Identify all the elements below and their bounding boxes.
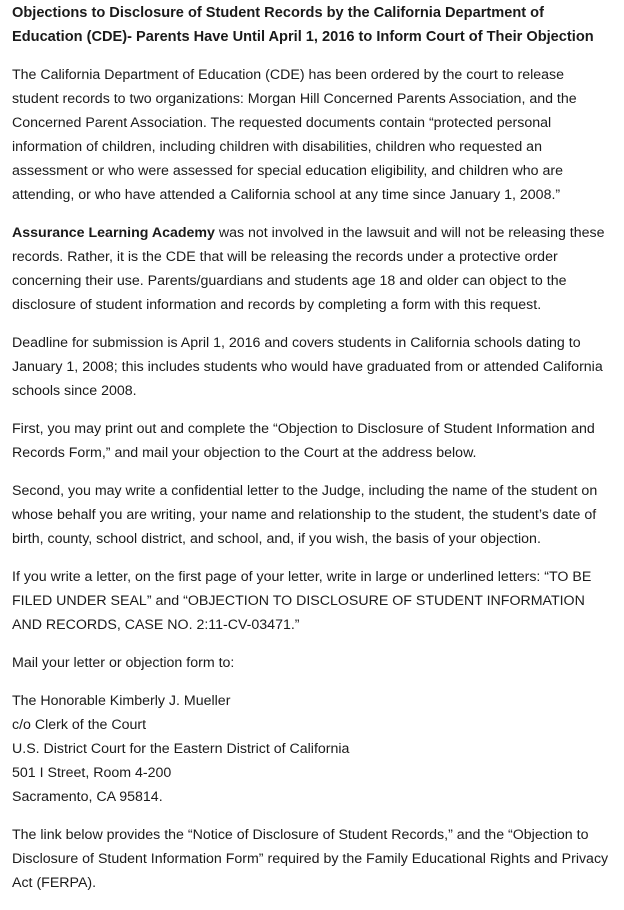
address-line-street: 501 I Street, Room 4-200 — [12, 765, 172, 781]
intro-paragraph: The California Department of Education (CDE) has been ordered by the court to release student records to two organizations: Morgan Hill Concerned Parents Association, and the Concerned Parent Association. The requested documents contain “protected personal information of children, including children with disabilities, children who requested an assessment or who were assessed for special education eligibility, and children who are attending, or who have attended a California school at any time since January 1, 2008.” — [12, 67, 577, 203]
address-line-judge: The Honorable Kimberly J. Mueller — [12, 693, 231, 709]
address-line-court: U.S. District Court for the Eastern District of California — [12, 741, 350, 757]
first-option-paragraph: First, you may print out and complete the “Objection to Disclosure of Student Information and Records Form,” and mail your objection to the Court at the address below. — [12, 421, 595, 461]
court-address — [12, 689, 614, 809]
letter-instructions-paragraph: If you write a letter, on the first page of your letter, write in large or underlined letters: “TO BE FILED UNDER SEAL” and “OBJECTION TO DISCLOSURE OF STUDENT INFORMATION AND RECORDS, CASE NO. 2:11-CV-03471.” — [12, 569, 592, 633]
academy-paragraph — [12, 221, 614, 317]
academy-paragraph-text: was not involved in the lawsuit and will not be releasing these records. Rather, it is the CDE that will be releasing the records under a protective order concerning their use. Parents/guardians and students age 18 and older can object to the disclosure of student information and records by completing a form with this request. — [12, 225, 605, 313]
second-option-paragraph: Second, you may write a confidential letter to the Judge, including the name of the student on whose behalf you are writing, your name and relationship to the student, the student’s date of birth, county, school district, and school, and, if you wish, the basis of your objection. — [12, 483, 598, 547]
address-line-city: Sacramento, CA 95814. — [12, 789, 163, 805]
academy-name: Assurance Learning Academy — [12, 225, 215, 241]
article-title: Objections to Disclosure of Student Records by the California Department of Education (CDE)- Parents Have Until April 1, 2016 to Inform Court of Their Objection — [12, 5, 594, 45]
mail-instructions-paragraph: Mail your letter or objection form to: — [12, 655, 235, 671]
address-line-clerk: c/o Clerk of the Court — [12, 717, 147, 733]
ferpa-paragraph: The link below provides the “Notice of Disclosure of Student Records,” and the “Objection to Disclosure of Student Information Form” required by the Family Educational Rights and Privacy Act (FERPA). — [12, 827, 609, 891]
deadline-paragraph: Deadline for submission is April 1, 2016 and covers students in California schools dating to January 1, 2008; this includes students who would have graduated from or attended California schools since 2008. — [12, 335, 603, 399]
